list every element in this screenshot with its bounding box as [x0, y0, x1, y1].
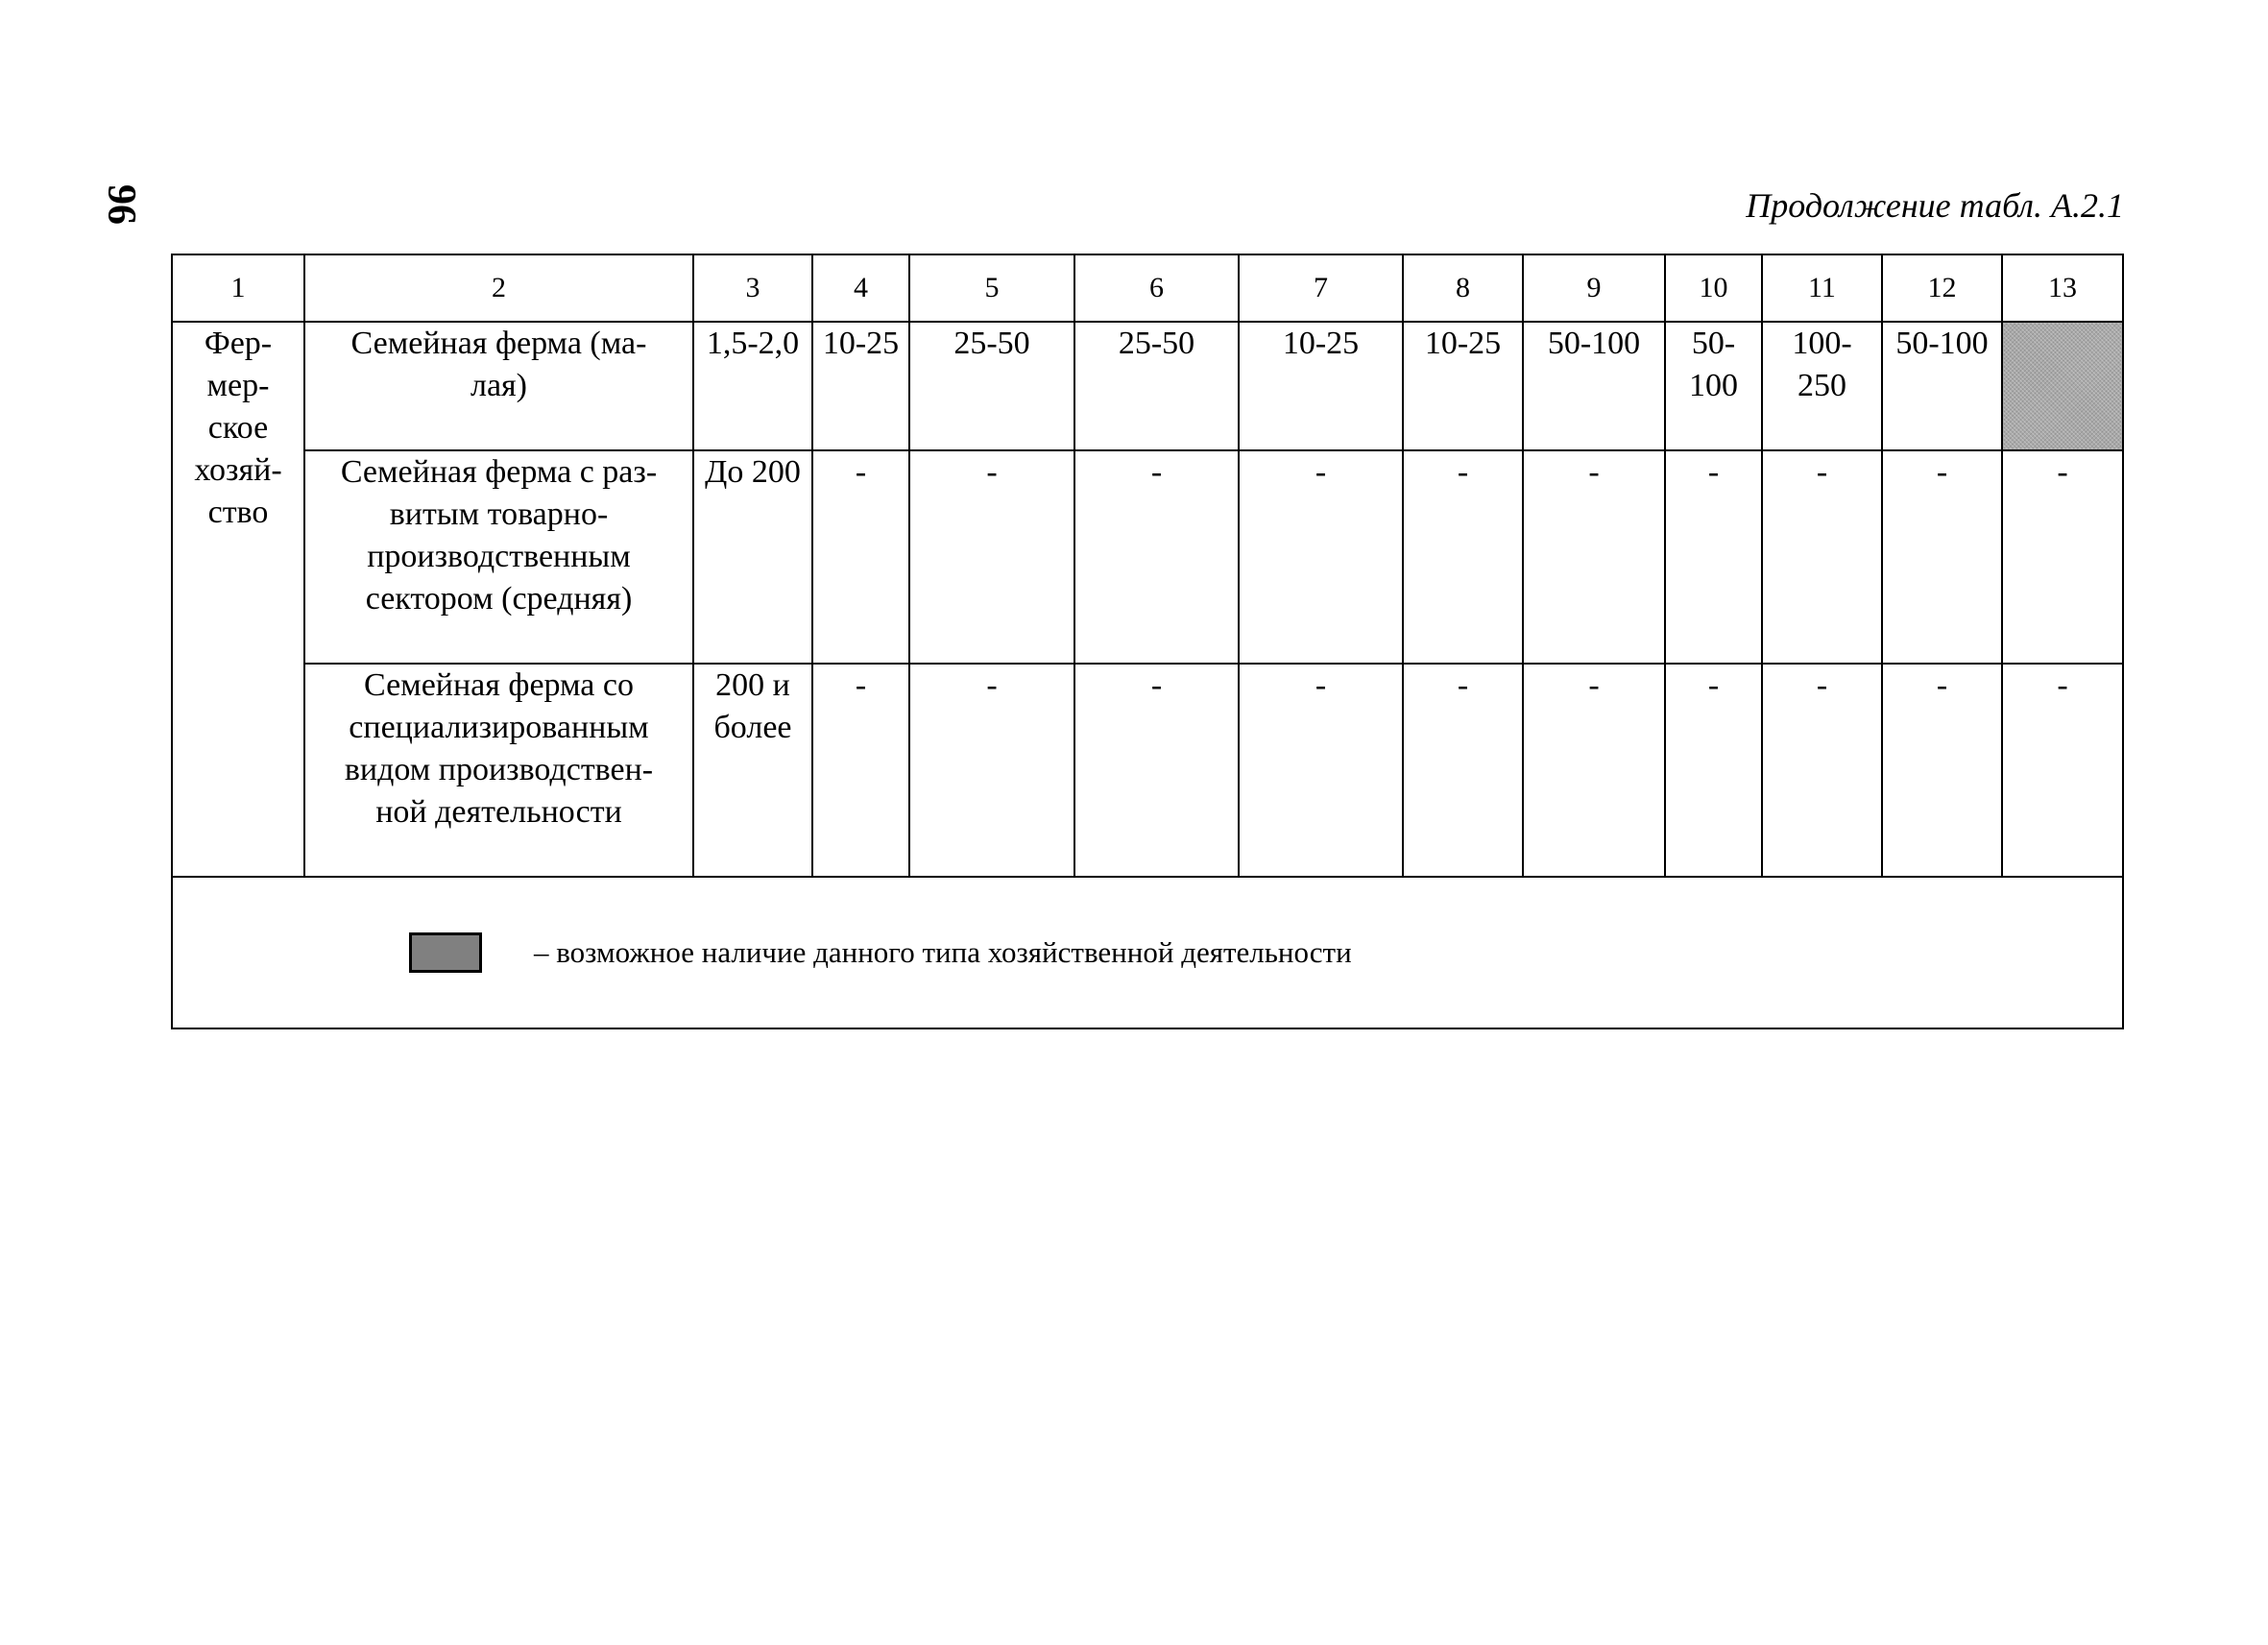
- header-cell-10: 10: [1665, 254, 1762, 322]
- desc-line: ной деятельности: [375, 794, 622, 830]
- desc-line: витым товарно-: [389, 496, 609, 532]
- group-label-cell: [172, 322, 304, 877]
- cell-col-5: -: [909, 450, 1074, 664]
- cell-col-3: [693, 450, 812, 664]
- cell-col-12: -: [1882, 664, 2002, 877]
- group-label-line: мер-: [206, 368, 270, 403]
- cell-text: 25-50: [1118, 326, 1195, 361]
- cell-text: 1,5-2,0: [706, 326, 800, 361]
- legend-text: – возможное наличие данного типа хозяйственной деятельности: [534, 935, 1352, 969]
- cell-col-9: -: [1523, 450, 1665, 664]
- cell-text: 100-: [1792, 326, 1852, 361]
- header-cell-2: 2: [304, 254, 693, 322]
- header-cell-13: 13: [2002, 254, 2123, 322]
- cell-col-5: -: [909, 664, 1074, 877]
- header-row: [172, 254, 2123, 322]
- table-row: [172, 322, 2123, 450]
- cell-col-9: [1523, 322, 1665, 450]
- desc-line: сектором (средняя): [365, 581, 633, 617]
- cell-col-8: -: [1403, 664, 1523, 877]
- cell-col-12: -: [1882, 450, 2002, 664]
- cell-text: 25-50: [953, 326, 1030, 361]
- header-cell-8: 8: [1403, 254, 1523, 322]
- cell-text: 10-25: [1424, 326, 1502, 361]
- cell-col-4: -: [812, 664, 909, 877]
- desc-line: Семейная ферма (ма-: [350, 326, 647, 361]
- header-cell-1: 1: [172, 254, 304, 322]
- header-cell-12: 12: [1882, 254, 2002, 322]
- desc-line: видом производствен-: [344, 752, 654, 787]
- cell-text: 250: [1798, 368, 1846, 403]
- cell-col-4: [812, 322, 909, 450]
- cell-col-7: [1239, 322, 1403, 450]
- cell-col-11: -: [1762, 450, 1882, 664]
- header-cell-11: 11: [1762, 254, 1882, 322]
- cell-col-8: [1403, 322, 1523, 450]
- desc-line: производственным: [367, 539, 631, 574]
- cell-col-11: [1762, 322, 1882, 450]
- desc-line: Семейная ферма со: [364, 667, 634, 703]
- cell-text: 10-25: [1282, 326, 1360, 361]
- cell-col-13: -: [2002, 664, 2123, 877]
- desc-line: лая): [470, 368, 528, 403]
- group-label-line: ское: [207, 410, 269, 446]
- cell-col-3: [693, 664, 812, 877]
- page-number: 96: [99, 184, 143, 225]
- cell-col-10: [1665, 322, 1762, 450]
- data-table: [171, 254, 2124, 1029]
- cell-text: 200 и: [715, 667, 790, 703]
- cell-text: 100: [1689, 368, 1738, 403]
- group-label-line: Фер-: [204, 326, 273, 361]
- header-cell-4: 4: [812, 254, 909, 322]
- row-description: [304, 450, 693, 664]
- table-row: [172, 664, 2123, 877]
- cell-col-4: -: [812, 450, 909, 664]
- cell-col-5: [909, 322, 1074, 450]
- cell-col-3: [693, 322, 812, 450]
- cell-col-9: -: [1523, 664, 1665, 877]
- cell-col-13: -: [2002, 450, 2123, 664]
- desc-line: Семейная ферма с раз-: [340, 454, 658, 490]
- shaded-cell: [2002, 322, 2123, 450]
- legend-cell: [172, 877, 2123, 1028]
- cell-text: 50-: [1691, 326, 1736, 361]
- cell-col-10: -: [1665, 450, 1762, 664]
- cell-col-6: [1074, 322, 1239, 450]
- cell-text: 50-100: [1547, 326, 1641, 361]
- header-cell-3: 3: [693, 254, 812, 322]
- group-label-line: ство: [207, 495, 269, 530]
- row-description: [304, 322, 693, 450]
- legend-row: [172, 877, 2123, 1028]
- cell-col-7: -: [1239, 450, 1403, 664]
- legend-swatch: [409, 932, 482, 973]
- group-label-line: хозяй-: [194, 452, 282, 488]
- header-cell-5: 5: [909, 254, 1074, 322]
- cell-col-10: -: [1665, 664, 1762, 877]
- row-description: [304, 664, 693, 877]
- cell-text: более: [713, 710, 792, 745]
- legend: [173, 932, 2122, 973]
- cell-text: 50-100: [1895, 326, 1989, 361]
- cell-col-12: [1882, 322, 2002, 450]
- table-continuation-caption: Продолжение табл. А.2.1: [1746, 186, 2124, 225]
- cell-col-8: -: [1403, 450, 1523, 664]
- header-cell-9: 9: [1523, 254, 1665, 322]
- header-cell-7: 7: [1239, 254, 1403, 322]
- cell-col-6: -: [1074, 664, 1239, 877]
- header-cell-6: 6: [1074, 254, 1239, 322]
- cell-col-7: -: [1239, 664, 1403, 877]
- cell-text: До 200: [705, 454, 801, 490]
- cell-text: 10-25: [822, 326, 900, 361]
- cell-col-11: -: [1762, 664, 1882, 877]
- cell-col-6: -: [1074, 450, 1239, 664]
- table-row: [172, 450, 2123, 664]
- desc-line: специализированным: [349, 710, 649, 745]
